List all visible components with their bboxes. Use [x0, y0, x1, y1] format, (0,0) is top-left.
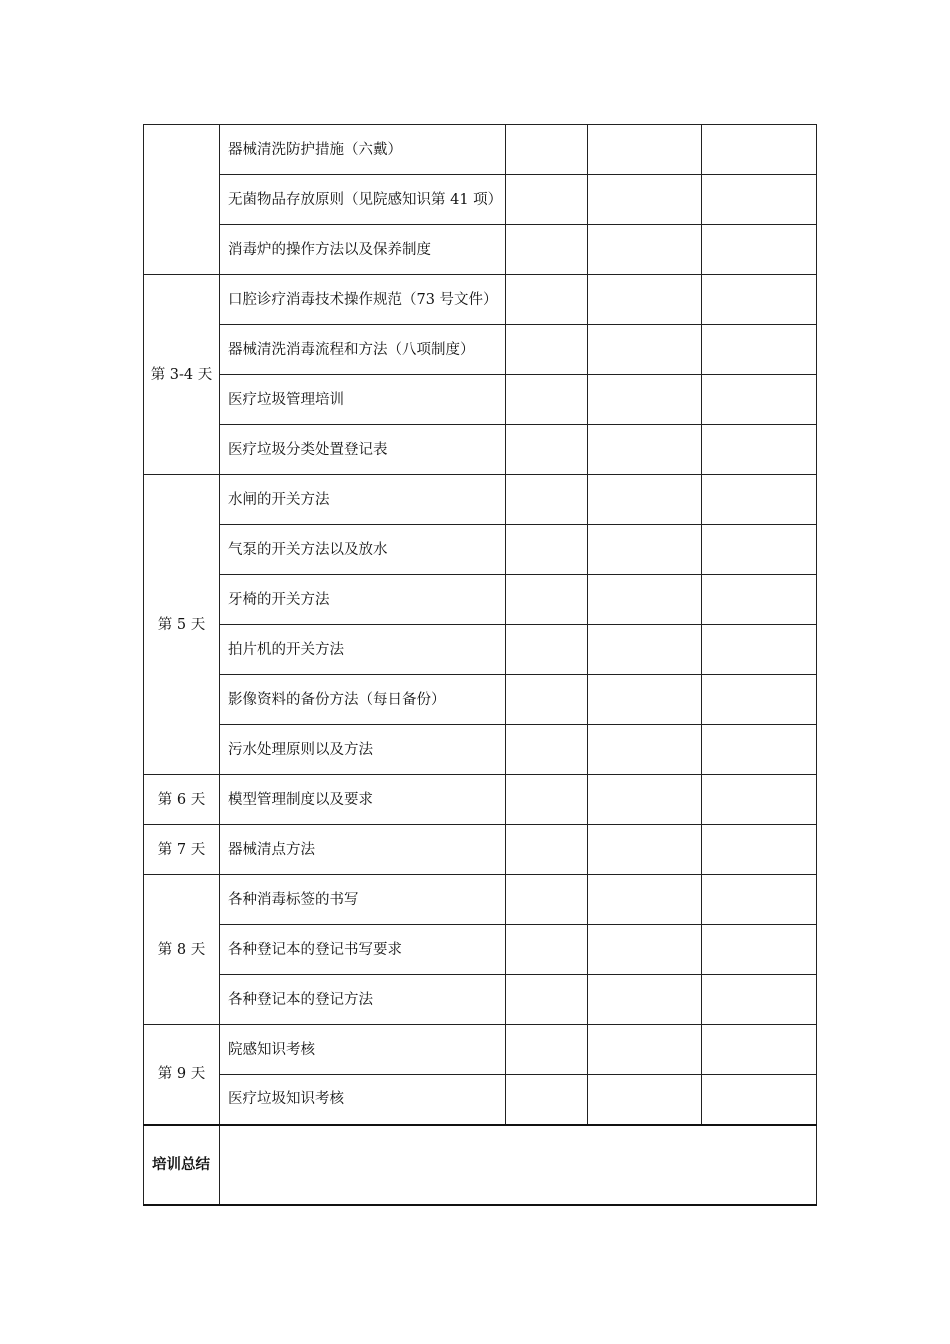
blank-cell[interactable] [506, 275, 588, 325]
blank-cell[interactable] [702, 975, 817, 1025]
blank-cell[interactable] [506, 875, 588, 925]
blank-cell[interactable] [588, 325, 702, 375]
blank-cell[interactable] [702, 425, 817, 475]
blank-cell[interactable] [588, 375, 702, 425]
blank-cell[interactable] [506, 425, 588, 475]
table-row [144, 725, 817, 775]
item-cell: 各种登记本的登记书写要求 [220, 925, 506, 975]
blank-cell[interactable] [702, 275, 817, 325]
blank-cell[interactable] [588, 925, 702, 975]
table-row [144, 925, 817, 975]
blank-cell[interactable] [702, 125, 817, 175]
item-cell: 器械清洗防护措施（六戴） [220, 125, 506, 175]
blank-cell[interactable] [506, 575, 588, 625]
item-cell: 模型管理制度以及要求 [220, 775, 506, 825]
blank-cell[interactable] [506, 625, 588, 675]
item-cell: 牙椅的开关方法 [220, 575, 506, 625]
item-cell: 影像资料的备份方法（每日备份） [220, 675, 506, 725]
blank-cell[interactable] [588, 425, 702, 475]
table-row [144, 475, 817, 525]
table-row [144, 525, 817, 575]
item-cell: 器械清点方法 [220, 825, 506, 875]
summary-row [144, 1125, 817, 1205]
table-row [144, 575, 817, 625]
training-schedule-table [143, 124, 817, 1206]
blank-cell[interactable] [588, 625, 702, 675]
item-cell: 医疗垃圾管理培训 [220, 375, 506, 425]
item-cell: 医疗垃圾分类处置登记表 [220, 425, 506, 475]
blank-cell[interactable] [588, 875, 702, 925]
blank-cell[interactable] [506, 475, 588, 525]
table-row [144, 675, 817, 725]
blank-cell[interactable] [506, 225, 588, 275]
blank-cell[interactable] [702, 525, 817, 575]
item-cell: 消毒炉的操作方法以及保养制度 [220, 225, 506, 275]
table-row [144, 375, 817, 425]
table-row [144, 275, 817, 325]
item-cell: 器械清洗消毒流程和方法（八项制度） [220, 325, 506, 375]
table-row [144, 1025, 817, 1075]
blank-cell[interactable] [506, 775, 588, 825]
item-cell: 无菌物品存放原则（见院感知识第 41 项） [220, 175, 506, 225]
blank-cell[interactable] [506, 175, 588, 225]
blank-cell[interactable] [702, 725, 817, 775]
blank-cell[interactable] [506, 825, 588, 875]
blank-cell[interactable] [702, 325, 817, 375]
table-row [144, 875, 817, 925]
blank-cell[interactable] [506, 675, 588, 725]
table-row [144, 175, 817, 225]
table-row [144, 425, 817, 475]
blank-cell[interactable] [588, 725, 702, 775]
blank-cell[interactable] [702, 675, 817, 725]
day-cell: 第 9 天 [144, 1025, 220, 1125]
blank-cell[interactable] [506, 1075, 588, 1125]
table-row [144, 775, 817, 825]
blank-cell[interactable] [506, 1025, 588, 1075]
blank-cell[interactable] [506, 925, 588, 975]
blank-cell[interactable] [702, 775, 817, 825]
blank-cell[interactable] [702, 1075, 817, 1125]
item-cell: 口腔诊疗消毒技术操作规范（73 号文件） [220, 275, 506, 325]
blank-cell[interactable] [588, 275, 702, 325]
blank-cell[interactable] [588, 125, 702, 175]
blank-cell[interactable] [588, 1025, 702, 1075]
blank-cell[interactable] [702, 175, 817, 225]
table-row [144, 975, 817, 1025]
day-cell: 第 7 天 [144, 825, 220, 875]
table-row [144, 625, 817, 675]
item-cell: 水闸的开关方法 [220, 475, 506, 525]
blank-cell[interactable] [702, 375, 817, 425]
day-cell: 第 5 天 [144, 475, 220, 775]
item-cell: 院感知识考核 [220, 1025, 506, 1075]
blank-cell[interactable] [588, 1075, 702, 1125]
blank-cell[interactable] [588, 675, 702, 725]
blank-cell[interactable] [702, 225, 817, 275]
blank-cell[interactable] [702, 1025, 817, 1075]
blank-cell[interactable] [506, 525, 588, 575]
blank-cell[interactable] [702, 475, 817, 525]
table-row [144, 825, 817, 875]
blank-cell[interactable] [588, 575, 702, 625]
blank-cell[interactable] [702, 925, 817, 975]
item-cell: 医疗垃圾知识考核 [220, 1075, 506, 1125]
item-cell: 各种登记本的登记方法 [220, 975, 506, 1025]
blank-cell[interactable] [588, 175, 702, 225]
blank-cell[interactable] [506, 125, 588, 175]
table-row [144, 125, 817, 175]
table-row [144, 225, 817, 275]
blank-cell[interactable] [506, 325, 588, 375]
blank-cell[interactable] [702, 875, 817, 925]
summary-label: 培训总结 [144, 1125, 220, 1205]
blank-cell[interactable] [588, 475, 702, 525]
item-cell: 各种消毒标签的书写 [220, 875, 506, 925]
blank-cell[interactable] [588, 225, 702, 275]
summary-field[interactable] [220, 1125, 817, 1205]
item-cell: 污水处理原则以及方法 [220, 725, 506, 775]
day-cell: 第 3-4 天 [144, 275, 220, 475]
day-cell: 第 6 天 [144, 775, 220, 825]
blank-cell[interactable] [588, 825, 702, 875]
day-cell-empty [144, 125, 220, 275]
blank-cell[interactable] [702, 825, 817, 875]
blank-cell[interactable] [506, 725, 588, 775]
table-row [144, 325, 817, 375]
blank-cell[interactable] [588, 775, 702, 825]
blank-cell[interactable] [506, 375, 588, 425]
item-cell: 拍片机的开关方法 [220, 625, 506, 675]
blank-cell[interactable] [506, 975, 588, 1025]
blank-cell[interactable] [588, 525, 702, 575]
blank-cell[interactable] [588, 975, 702, 1025]
table-row [144, 1075, 817, 1125]
blank-cell[interactable] [702, 575, 817, 625]
item-cell: 气泵的开关方法以及放水 [220, 525, 506, 575]
blank-cell[interactable] [702, 625, 817, 675]
day-cell: 第 8 天 [144, 875, 220, 1025]
